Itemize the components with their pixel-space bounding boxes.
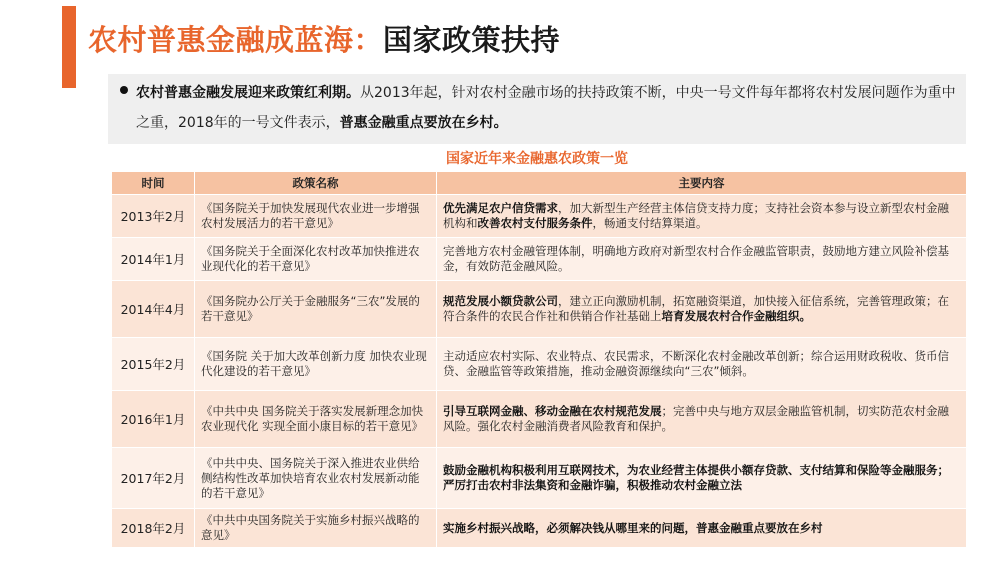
content-text: 完善地方农村金融管理体制，明确地方政府对新型农村合作金融监管职责，鼓励地方建立风险补偿基金，有效防范金融风险。 [443,244,949,273]
table-row [112,281,967,338]
cell-time: 2014年1月 [112,238,195,281]
table-row [112,509,967,548]
table-caption: 国家近年来金融惠农政策一览 [446,151,628,167]
cell-time: 2016年1月 [112,391,195,448]
content-text: ，建立正向激励机制，拓宽融资渠道，加快接入征信系统，完善管理政策；在符合条件的农民合作社和供销合作社基础上 [443,294,949,323]
table-row [112,338,967,391]
table-row [112,448,967,509]
cell-content [437,509,967,548]
content-emphasis: 规范发展小额贷款公司 [443,294,558,308]
table-row [112,238,967,281]
table-row [112,391,967,448]
cell-policy-name: 《中共中央 国务院关于落实发展新理念加快农业现代化 实现全面小康目标的若干意见》 [195,391,437,448]
content-emphasis: 鼓励金融机构积极利用互联网技术，为农业经营主体提供小额存贷款、支付结算和保险等金融服务；严厉打击农村非法集资和金融诈骗，积极推动农村金融立法 [443,463,949,492]
intro-conclusion: 普惠金融重点要放在乡村。 [339,115,508,131]
content-emphasis: 引导互联网金融、移动金融在农村规范发展 [443,404,662,418]
bullet-icon [120,86,128,94]
cell-time: 2018年2月 [112,509,195,548]
header-policy-name: 政策名称 [195,172,437,195]
content-text: ，畅通支付结算渠道。 [592,216,708,230]
content-text: ；完善中央与地方双层金融监管机制，切实防范农村金融风险。强化农村金融消费者风险教育和保护。 [443,404,949,433]
content-emphasis: 培育发展农村合作金融组织。 [661,309,811,323]
cell-content [437,195,967,238]
content-text: ，加大新型生产经营主体信贷支持力度；支持社会资本参与设立新型农村金融机构和 [443,201,949,230]
table-header-row [112,172,967,195]
cell-policy-name: 《中共中央、国务院关于深入推进农业供给侧结构性改革加快培育农业农村发展新动能的若干意见》 [195,448,437,509]
page-title [88,18,560,62]
cell-content [437,281,967,338]
content-emphasis: 优先满足农户信贷需求 [443,201,558,215]
title-accent-bar [62,6,76,88]
header-main-content: 主要内容 [437,172,967,195]
content-emphasis: 实施乡村振兴战略，必须解决钱从哪里来的问题，普惠金融重点要放在乡村 [443,520,823,535]
content-emphasis: 改善农村支付服务条件 [477,216,593,230]
header-time: 时间 [112,172,195,195]
content-text: 主动适应农村实际、农业特点、农民需求，不断深化农村金融改革创新；综合运用财政税收、货币信贷、金融监管等政策措施，推动金融资源继续向“三农”倾斜。 [443,349,949,378]
cell-content [437,391,967,448]
cell-content [437,238,967,281]
intro-body: 从2013年起，针对农村金融市场的扶持政策不断，中央一号文件每年都将农村发展问题作为重中之重，2018年的一号文件表示， [136,85,956,131]
intro-lead: 农村普惠金融发展迎来政策红利期。 [136,85,360,101]
cell-policy-name: 《国务院办公厅关于金融服务“三农”发展的若干意见》 [195,281,437,338]
page-title-rest: 国家政策扶持 [383,23,561,57]
cell-policy-name: 《国务院关于加快发展现代农业进一步增强农村发展活力的若干意见》 [195,195,437,238]
cell-policy-name: 《国务院 关于加大改革创新力度 加快农业现代化建设的若干意见》 [195,338,437,391]
cell-time: 2014年4月 [112,281,195,338]
cell-time: 2015年2月 [112,338,195,391]
cell-policy-name: 《中共中央国务院关于实施乡村振兴战略的意见》 [195,509,437,548]
cell-content [437,338,967,391]
intro-box [108,74,966,144]
cell-content [437,448,967,509]
cell-time: 2013年2月 [112,195,195,238]
table-row [112,195,967,238]
cell-time: 2017年2月 [112,448,195,509]
intro-paragraph [136,78,958,138]
page-title-highlight: 农村普惠金融成蓝海： [88,23,384,57]
policy-table [111,171,967,548]
cell-policy-name: 《国务院关于全面深化农村改革加快推进农业现代化的若干意见》 [195,238,437,281]
